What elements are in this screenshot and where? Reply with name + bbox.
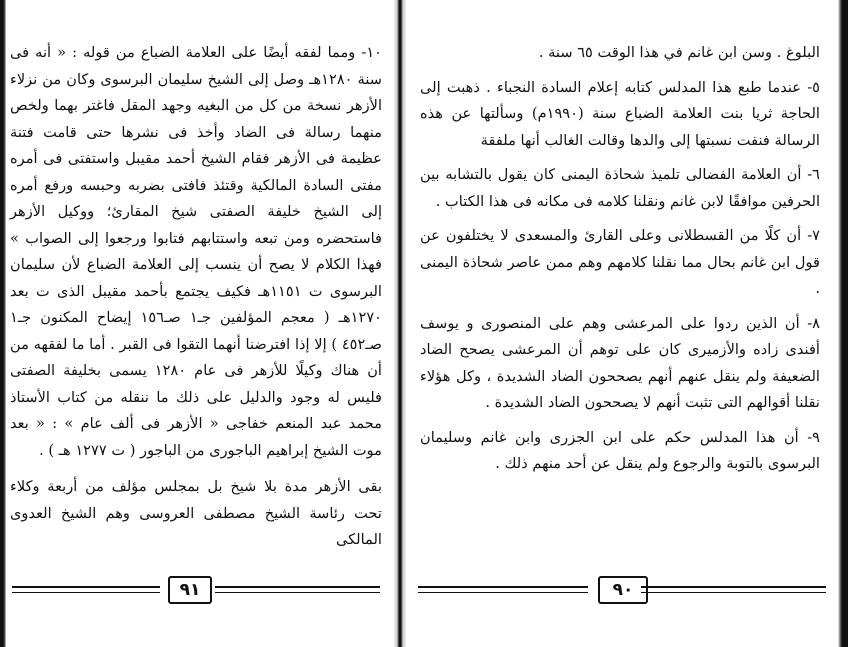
left-page-number: ٩١ (168, 576, 212, 604)
right-page-footer (418, 576, 826, 606)
right-page-number: ٩٠ (598, 576, 648, 604)
footer-rule-right (641, 586, 826, 593)
right-paragraph-1: البلوغ . وسن ابن غانم في هذا الوقت ٦٥ سنة . (538, 44, 820, 61)
footer-rule-left (12, 586, 160, 593)
left-paragraph-1: ١٠- ومما لفقه أيضًا على العلامة الضباع من قوله : « أنه فى سنة ١٢٨٠هـ وصل إلى الشيخ سليمان البرسوى وكان من نزلاء الأزهر نسخة من كل من البغيه وجهد المقل فاغتر بهما ولخص منهما رسالة فى الضاد وأخذ فى نشرها حتى قامت فتنة عظيمة فى الأزهر فقام الشيخ أحمد مقيبل واستفتى فى أمره مفتى السادة المالكية وقتئذ فافتى بضربه وحبسه ورفع أمره إلى الشيخ خليفة الصفتى شيخ المقارئ؛ ووكيل الأزهر فاستحضره ومن تبعه واستتابهم فتابوا ورجعوا إلى الصواب » فهذا الكلام لا يصح أن ينسب إلى العلامة الضباع لأن سليمان البرسوى ت ١١٥١هـ فكيف يجتمع بأحمد مقيبل الذى ت بعد ١٢٧٠هـ ( معجم المؤلفين جـ١ صـ١٥٦ إيضاح المكنون جـ١ صـ٤٥٢ ) إلا إذا افترضنا أنهما التقوا فى القبر . أما ما لفقهه من أن هناك وكيلًا للأزهر فى عام ١٢٨٠ يسمى بخليفة الصفتى فليس له وجود والدليل على ذلك ما ننقله من كتاب الأستاذ محمد عبد المنعم خفاجى « الأزهر فى ألف عام » : « بعد موت الشيخ إبراهيم الباجورى من الباجور ( ت ١٢٧٧ هـ ) . (10, 44, 382, 459)
right-paragraph-3: ٦- أن العلامة الفضالى تلميذ شحاذة اليمنى كان يقول بالتشابه بين الحرفين موافقًا لابن غانم ونقلنا كلامه فى مكانه فى هذا الكتاب . (420, 166, 820, 210)
book-gutter (393, 0, 407, 647)
book-edge-right (838, 0, 848, 647)
left-page-text (10, 40, 382, 564)
footer-rule-left (418, 586, 588, 593)
right-paragraph-6: ٩- أن هذا المدلس حكم على ابن الجزرى وابن غانم وسليمان البرسوى بالتوبة والرجوع ولم ينقل عن أحد منهم ذلك . (420, 428, 820, 472)
right-paragraph-4: ٧- أن كلًا من القسطلانى وعلى القارئ والمسعدى لا يختلفون عن قول ابن غانم بحال مما نقلنا كلامهم وهم ممن عاصر شحاذة اليمنى . (420, 227, 820, 297)
book-edge-left (0, 0, 6, 647)
left-paragraph-2: بقى الأزهر مدة بلا شيخ بل بمجلس مؤلف من أربعة وكلاء تحت رئاسة الشيخ مصطفى العروسى وهم الشيخ العدوى المالكى (10, 478, 382, 548)
right-paragraph-5: ٨- أن الذين ردوا على المرعشى وهم على المنصورى و يوسف أفندى زاده والأزميرى كان على توهم أن المرعشى يصحح الضاد الضعيفة ولم ينقل عنهم أنهم يصححون الضاد الشديدة ، وكل هؤلاء نقلنا أقوالهم التى تثبت أنهم لا يصححون الضاد الشديدة . (420, 314, 820, 411)
right-page-text (420, 40, 820, 486)
left-page-footer (12, 576, 380, 606)
footer-rule-right (215, 586, 380, 593)
right-paragraph-2: ٥- عندما طبع هذا المدلس كتابه إعلام السادة النجباء . ذهبت إلى الحاجة ثريا بنت العلامة الضباع سنة (١٩٩٠م) وسألتها عن هذه الرسالة فنفت نسبتها إلى والدها وقالت الغالب أنها ملفقة (420, 78, 820, 149)
